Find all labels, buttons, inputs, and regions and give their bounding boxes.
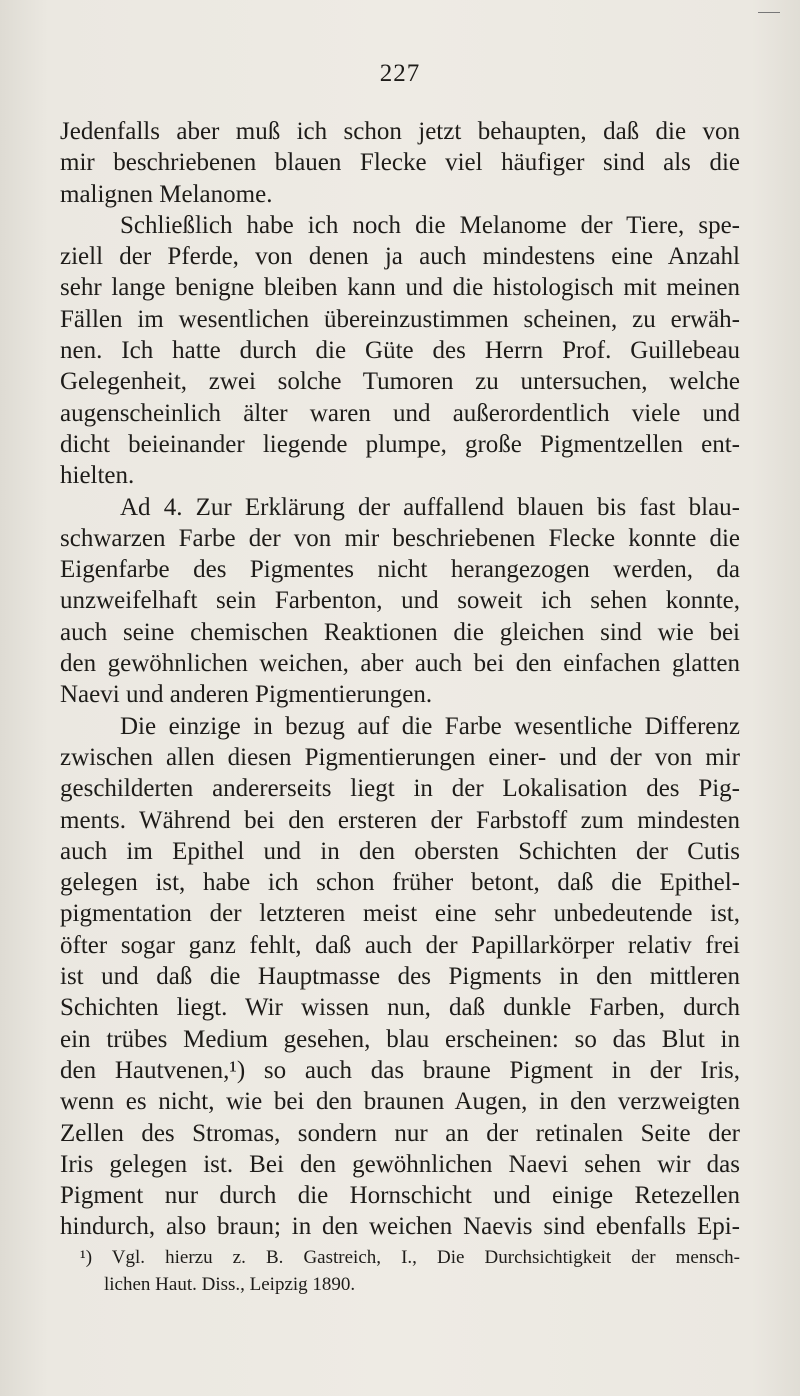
text-line: sehr lange benigne bleiben kann und die histologisch mit meinen	[60, 274, 740, 302]
text-line: den Hautvenen,¹) so auch das braune Pigment in der Iris,	[60, 1056, 740, 1084]
text-line: Schichten liegt. Wir wissen nun, daß dunkle Farben, durch	[60, 994, 740, 1022]
footnote-line: ¹) Vgl. hierzu z. B. Gastreich, I., Die Durchsichtigkeit der mensch-	[80, 1247, 740, 1268]
text-line: augenscheinlich älter waren und außerordentlich viele und	[60, 399, 740, 427]
text-line: mir beschriebenen blauen Flecke viel häufiger sind als die	[60, 149, 740, 177]
text-line: ein trübes Medium gesehen, blau erscheinen: so das Blut in	[60, 1025, 740, 1053]
text-line: wenn es nicht, wie bei den braunen Augen, in den verzweigten	[60, 1088, 740, 1116]
text-line: auch im Epithel und in den obersten Schichten der Cutis	[60, 837, 740, 865]
text-line: öfter sogar ganz fehlt, daß auch der Papillarkörper relativ frei	[60, 931, 740, 959]
footnote-line: lichen Haut. Diss., Leipzig 1890.	[104, 1274, 356, 1295]
text-line: Eigenfarbe des Pigmentes nicht herangezogen werden, da	[60, 556, 740, 584]
text-line: nen. Ich hatte durch die Güte des Herrn Prof. Guillebeau	[60, 337, 740, 365]
text-line: ist und daß die Hauptmasse des Pigments in den mittleren	[60, 963, 740, 991]
text-line: Gelegenheit, zwei solche Tumoren zu untersuchen, welche	[60, 368, 740, 396]
text-line: ziell der Pferde, von denen ja auch mindestens eine Anzahl	[60, 243, 740, 271]
text-line: Ad 4. Zur Erklärung der auffallend blauen bis fast blau-	[120, 493, 740, 521]
text-line: Iris gelegen ist. Bei den gewöhnlichen Naevi sehen wir das	[60, 1150, 740, 1178]
text-line: schwarzen Farbe der von mir beschriebenen Flecke konnte die	[60, 524, 740, 552]
text-line: pigmentation der letzteren meist eine sehr unbedeutende ist,	[60, 900, 740, 928]
page-edge-mark	[758, 12, 780, 13]
text-line: hielten.	[60, 462, 135, 490]
text-line: Schließlich habe ich noch die Melanome der Tiere, spe-	[120, 211, 740, 239]
text-line: dicht beieinander liegende plumpe, große Pigmentzellen ent-	[60, 430, 740, 458]
text-line: auch seine chemischen Reaktionen die gleichen sind wie bei	[60, 618, 740, 646]
page-number: 227	[379, 60, 421, 87]
text-line: zwischen allen diesen Pigmentierungen einer- und der von mir	[60, 743, 740, 771]
text-line: hindurch, also braun; in den weichen Naevis sind ebenfalls Epi-	[60, 1213, 740, 1241]
text-line: Die einzige in bezug auf die Farbe wesentliche Differenz	[120, 712, 740, 740]
body-text	[60, 116, 740, 1243]
text-line: malignen Melanome.	[60, 180, 273, 208]
footnotes	[80, 1244, 740, 1298]
text-line: Pigment nur durch die Hornschicht und einige Retezellen	[60, 1182, 740, 1210]
text-line: Naevi und anderen Pigmentierungen.	[60, 681, 433, 709]
text-line: ments. Während bei den ersteren der Farbstoff zum mindesten	[60, 806, 740, 834]
text-line: gelegen ist, habe ich schon früher betont, daß die Epithel-	[60, 869, 740, 897]
text-line: den gewöhnlichen weichen, aber auch bei den einfachen glatten	[60, 650, 740, 678]
text-line: Jedenfalls aber muß ich schon jetzt behaupten, daß die von	[60, 118, 740, 145]
text-line: Zellen des Stromas, sondern nur an der retinalen Seite der	[60, 1119, 740, 1147]
text-line: unzweifelhaft sein Farbenton, und soweit ich sehen konnte,	[60, 587, 740, 615]
text-line: Fällen im wesentlichen übereinzustimmen scheinen, zu erwäh-	[60, 305, 740, 333]
text-line: geschilderten andererseits liegt in der Lokalisation des Pig-	[60, 775, 740, 803]
